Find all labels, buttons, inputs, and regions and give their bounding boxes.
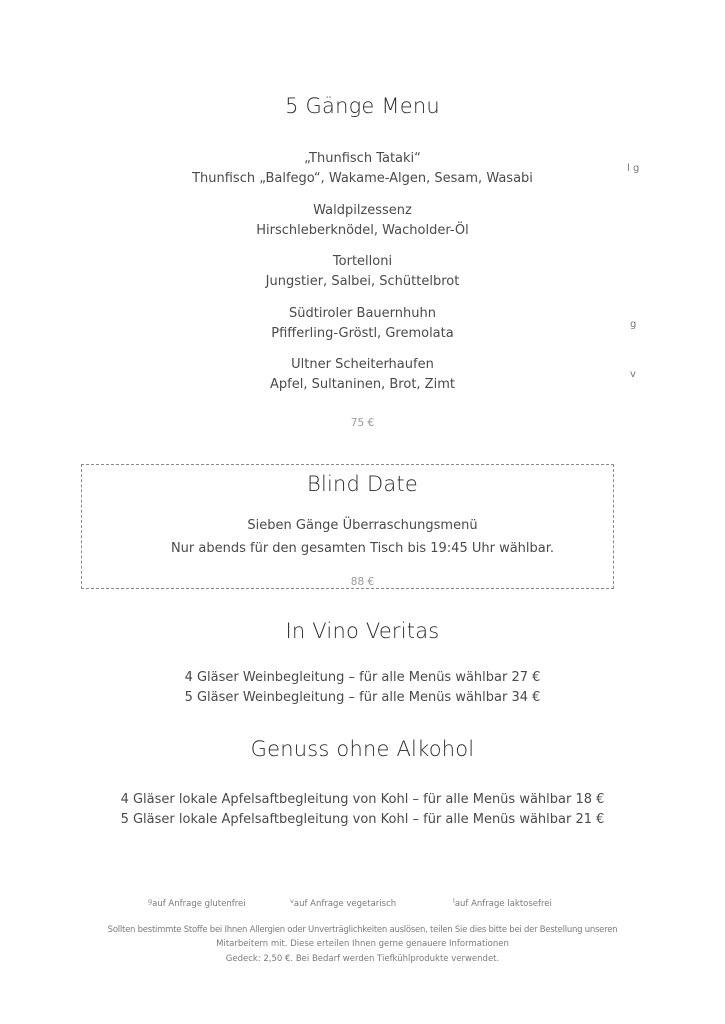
legend-gluten-symbol: g [148,897,153,905]
course-1-name: „Thunfisch Tataki“ [304,151,421,166]
course-2-desc: Hirschleberknödel, Wacholder-Öl [256,223,469,238]
mark-lactose-gluten: l g [627,163,640,174]
course-5-name: Ultner Scheiterhaufen [291,357,434,372]
legend-gluten [148,897,246,909]
course-1-desc: Thunfisch „Balfego“, Wakame-Algen, Sesam, Wasabi [192,171,533,186]
legend-lactose-text: auf Anfrage laktosefrei [454,899,552,909]
course-2-name: Waldpilzessenz [313,203,412,218]
course-4-desc: Pfifferling-Gröstl, Gremolata [271,326,454,341]
blind-date-price: 88 € [350,576,375,588]
wine-title: In Vino Veritas [285,619,440,643]
mark-gluten: g [630,319,637,330]
legend-gluten-text: auf Anfrage glutenfrei [152,899,246,909]
menu-price: 75 € [350,417,375,429]
blind-date-line-2: Nur abends für den gesamten Tisch bis 19:45 Uhr wählbar. [170,541,555,556]
legend-lactose [453,897,552,909]
course-3-desc: Jungstier, Salbei, Schüttelbrot [265,274,460,289]
wine-line-2: 5 Gläser Weinbegleitung – für alle Menüs wählbar 34 € [184,690,541,705]
wine-line-1: 4 Gläser Weinbegleitung – für alle Menüs wählbar 27 € [184,670,541,685]
footer-allergy-note: Sollten bestimmte Stoffe bei Ihnen Allergien oder Unverträglichkeiten auslösen, teilen Sie dies bitte bei der Bestellung unseren [107,925,618,935]
legend-lactose-symbol: l [453,897,455,905]
footer-cover-charge: Gedeck: 2,50 €. Bei Bedarf werden Tiefkühlprodukte verwendet. [225,954,500,964]
legend-vegetarian-text: auf Anfrage vegetarisch [293,899,397,909]
blind-date-line-1: Sieben Gänge Überraschungsmenü [247,518,478,533]
footer-allergy-note-2: Mitarbeitern mit. Diese erteilen Ihnen gerne genauere Informationen [216,939,509,949]
menu-title: 5 Gänge Menu [285,94,440,118]
no-alcohol-title: Genuss ohne Alkohol [250,737,475,761]
legend-vegetarian [290,897,396,909]
legend-vegetarian-symbol: v [290,897,294,905]
course-3-name: Tortelloni [332,254,393,269]
course-4-name: Südtiroler Bauernhuhn [289,306,436,321]
no-alcohol-line-2: 5 Gläser lokale Apfelsaftbegleitung von Kohl – für alle Menüs wählbar 21 € [120,812,605,827]
blind-date-title: Blind Date [307,472,418,496]
course-5-desc: Apfel, Sultaninen, Brot, Zimt [270,377,455,392]
mark-vegetarian: v [630,369,636,380]
no-alcohol-line-1: 4 Gläser lokale Apfelsaftbegleitung von Kohl – für alle Menüs wählbar 18 € [120,792,605,807]
